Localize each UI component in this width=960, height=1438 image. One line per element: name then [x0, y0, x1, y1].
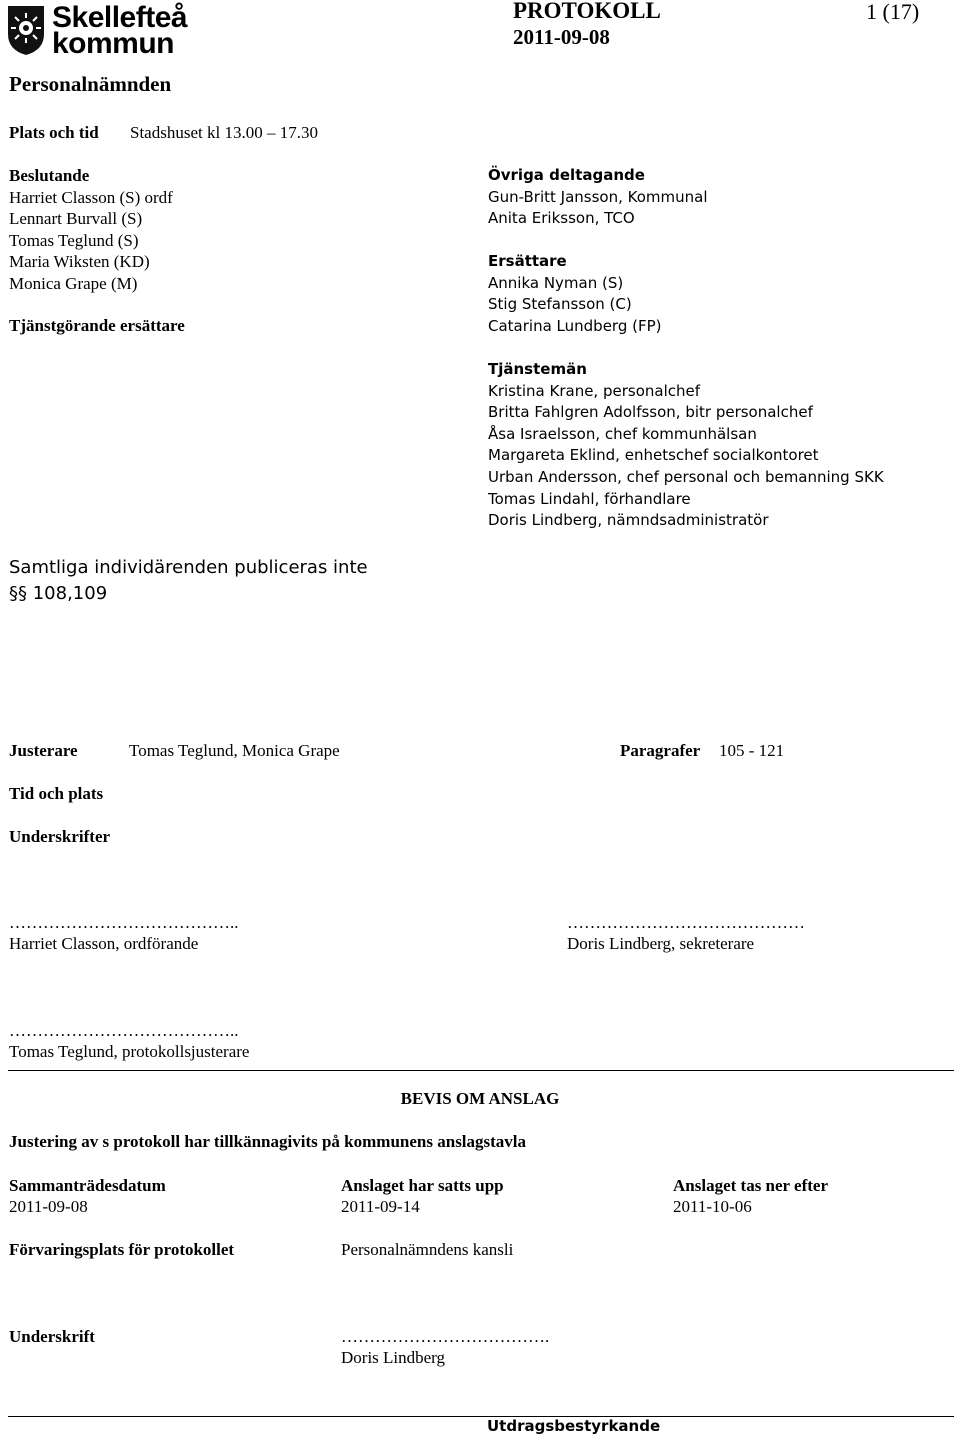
divider: [8, 1070, 954, 1071]
coat-of-arms-icon: [6, 4, 46, 56]
signature-line-secretary: ……………………………………: [567, 913, 805, 932]
meeting-date: 2011-09-08: [9, 1197, 88, 1216]
document-type: PROTOKOLL: [513, 0, 661, 23]
list-item: Harriet Classon (S) ordf: [9, 187, 173, 207]
list-item: Tomas Lindahl, förhandlare: [488, 489, 691, 508]
posted-date: 2011-09-14: [341, 1197, 420, 1216]
publication-notice-paragraphs: §§ 108,109: [9, 583, 108, 604]
replacements-heading: Ersättare: [488, 252, 567, 271]
committee-name: Personalnämnden: [9, 72, 172, 96]
officials-heading: Tjänstemän: [488, 360, 587, 379]
publication-notice: [9, 555, 368, 607]
list-item: Åsa Israelsson, chef kommunhälsan: [488, 424, 757, 443]
storage-label: Förvaringsplats för protokollet: [9, 1240, 235, 1259]
notice-board-statement: Justering av s protokoll har tillkännagivits på kommunens anslagstavla: [9, 1132, 527, 1151]
list-item: Britta Fahlgren Adolfsson, bitr personalchef: [488, 403, 813, 422]
list-item: Catarina Lundberg (FP): [488, 316, 662, 335]
list-item: Gun-Britt Jansson, Kommunal: [488, 187, 708, 206]
time-place-label: Tid och plats: [9, 784, 104, 803]
list-item: Tomas Teglund (S): [9, 230, 139, 250]
paragraphs-value: 105 - 121: [719, 741, 785, 760]
footer-label: Utdragsbestyrkande: [487, 1417, 661, 1435]
adjusters-value: Tomas Teglund, Monica Grape: [129, 741, 340, 760]
list-item: Kristina Krane, personalchef: [488, 381, 701, 400]
other-participants: [488, 165, 884, 532]
list-item: Doris Lindberg, nämndsadministratör: [488, 511, 769, 530]
place-value: Stadshuset kl 13.00 – 17.30: [130, 123, 318, 142]
place-label: Plats och tid: [9, 123, 99, 142]
notice-signature-label: Underskrift: [9, 1327, 95, 1346]
logo-line-1: Skellefteå: [52, 1, 188, 34]
meeting-date-label: Sammanträdesdatum: [9, 1176, 166, 1195]
list-item: Stig Stefansson (C): [488, 295, 632, 314]
decision-makers: [9, 165, 185, 337]
municipality-logo: [6, 2, 191, 58]
storage-value: Personalnämndens kansli: [341, 1240, 514, 1259]
publication-notice-line: Samtliga individärenden publiceras inte: [9, 557, 368, 578]
divider: [8, 1416, 954, 1417]
list-item: Margareta Eklind, enhetschef socialkontoret: [488, 446, 819, 465]
list-item: Monica Grape (M): [9, 273, 138, 293]
adjusters-label: Justerare: [9, 741, 78, 760]
notice-signature-line: ……………………………….: [341, 1327, 550, 1346]
page-number: 1 (17): [866, 0, 920, 24]
other-participants-heading: Övriga deltagande: [488, 166, 645, 184]
notice-signature-name: Doris Lindberg: [341, 1348, 446, 1367]
signature-line-adjuster: …………………………………..: [9, 1021, 239, 1040]
signatures-label: Underskrifter: [9, 827, 111, 846]
signature-name-adjuster: Tomas Teglund, protokollsjusterare: [9, 1042, 250, 1061]
substitutes-heading: Tjänstgörande ersättare: [9, 316, 185, 335]
logo-line-2: kommun: [52, 27, 175, 60]
signature-line-chair: …………………………………..: [9, 913, 239, 932]
removed-date: 2011-10-06: [673, 1197, 752, 1216]
signature-name-chair: Harriet Classon, ordförande: [9, 934, 199, 953]
decision-makers-heading: Beslutande: [9, 166, 90, 185]
posted-label: Anslaget har satts upp: [341, 1176, 504, 1195]
list-item: Annika Nyman (S): [488, 273, 624, 292]
list-item: Maria Wiksten (KD): [9, 252, 150, 271]
removed-label: Anslaget tas ner efter: [673, 1176, 829, 1195]
document-date: 2011-09-08: [513, 25, 610, 49]
notice-board-title: BEVIS OM ANSLAG: [400, 1089, 560, 1108]
list-item: Urban Andersson, chef personal och bemanning SKK: [488, 468, 884, 487]
signature-name-secretary: Doris Lindberg, sekreterare: [567, 934, 755, 953]
list-item: Lennart Burvall (S): [9, 209, 143, 228]
list-item: Anita Eriksson, TCO: [488, 209, 635, 228]
paragraphs-label: Paragrafer: [620, 741, 701, 760]
